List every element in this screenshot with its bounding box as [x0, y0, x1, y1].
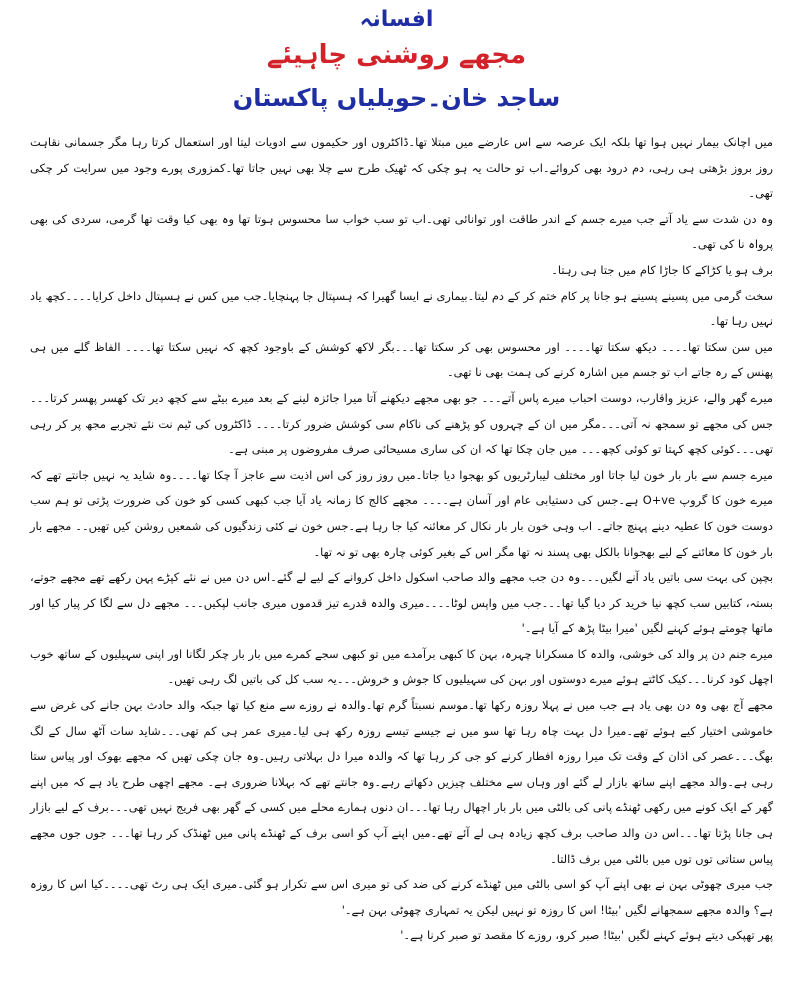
paragraph-8: بچپن کی بہت سی باتیں یاد آنے لگیں۔۔۔وہ دن جب مجھے والد صاحب اسکول داخل کروانے کے لیے لے گئے۔اس دن میں نے نئے کپڑے پہن رکھے تھے مجھے جوتے، بستہ، کتابیں سب کچھ نیا خرید کر دیا گیا تھا۔۔۔جب میں واپس لوٹا۔۔۔۔میری والدہ قدرے تیز قدموں میری جانب لپکیں۔۔۔ مجھے دل سے لگا کر پیار کیا اور ماتھا چومتے ہوئے کہنے لگیں 'میرا بیٹا پڑھ کے آیا ہے۔'	[30, 570, 773, 636]
header	[0, 6, 793, 114]
paragraph-1: میں اچانک بیمار نہیں ہوا تھا بلکہ ایک عرصہ سے اس عارضے میں مبتلا تھا۔ڈاکٹروں اور حکیموں سے ادویات لیتا اور استعمال کرتا رہا مگر جسمانی نقاہت روز بروز بڑھتی ہی رہی، دم درود بھی کروائے۔اب تو حالت یہ ہو چکی کہ ٹھیک طرح سے چلا بھی نہیں جاتا تھا۔کمزوری پورے وجود میں سرایت کر چکی تھی۔	[30, 135, 773, 201]
story-title: مجھے روشنی چاہیئے	[266, 40, 527, 70]
paragraph-7: میرے جسم سے بار بار خون لیا جاتا اور مختلف لیبارٹریوں کو بھجوا دیا جاتا۔میں روز روز کی اس اذیت سے عاجز آ چکا تھا۔۔۔۔وہ شاید یہ نہیں جانتے تھے کہ میرے خون کا گروپ O+ve ہے۔جس کی دستیابی عام اور آسان ہے۔۔۔۔ مجھے کالج کا زمانہ یاد آیا جب کبھی کسی کو خون کی ضرورت پڑتی تو ہم سب دوست خون کا عطیہ دینے پہنچ جاتے۔ اب وہی خون بار بار نکال کر معائنہ کیا جا رہا ہے۔جس خون نے کئی زندگیوں کی شمعیں روشن کیں تھیں۔۔ مجھے بار بار خون کا معائنے کے لیے بھجوانا بالکل بھی پسند نہ تھا مگر اس کے بغیر کوئی چارہ بھی تو نہ تھا۔	[30, 467, 773, 559]
paragraph-10: مجھے آج بھی وہ دن بھی یاد ہے جب میں نے پہلا روزہ رکھا تھا۔موسم نسبتاً گرم تھا۔والدہ نے روزے سے منع کیا تھا جبکہ والد حادث بہن جانے کی غرض سے خاموشی اختیار کیے ہوئے تھے۔میرا دل بہت چاہ رہا تھا سو میں نے جیسے تیسے روزہ رکھ ہی لیا۔میری عمر ہی کم تھی۔۔۔شاید سات آٹھ سال کے لگ بھگ۔۔۔عصر کی اذان کے وقت تک میرا روزہ افطار کرنے کو جی کر رہا تھا کہ والدہ میرا دل بہلاتی رہیں۔وہ جان چکی تھیں کہ مجھے بھوک اور پیاس ستا رہی ہے۔والد مجھے اپنے ساتھ بازار لے گئے اور وہاں سے مختلف چیزیں دکھاتے رہے۔وہ جانتے تھے کہ بہلانا ضروری ہے۔ مجھے اچھی طرح یاد ہے کہ میں اپنے گھر کے ایک کونے میں رکھی ٹھنڈے پانی کی بالٹی میں بار بار اچھال رہا تھا۔۔۔ان دنوں ہمارے محلے میں کسی کے گھر بھی فریج نہیں تھی۔۔۔برف کے لیے بازار ہی جانا پڑتا تھا۔۔۔اس دن والد صاحب برف کچھ زیادہ ہی لے آئے تھے۔میں اپنے آپ کو اسی برف کے ٹھنڈے پانی میں ٹھنڈک کر رہا تھا۔۔۔ جوں جوں مجھے پیاس ستاتی توں توں میں بالٹی میں برف ڈالتا۔	[30, 698, 773, 866]
genre-label: افسانہ	[359, 7, 434, 32]
paragraph-4: سخت گرمی میں پسینے پسینے ہو جانا پر کام ختم کر کے دم لیتا۔بیماری نے ایسا گھیرا کہ ہسپتال جا پہنچایا۔جب میں کس نے ہسپتال داخل کرایا۔۔۔۔کچھ یاد نہیں رہا تھا۔	[30, 288, 773, 329]
story-body	[30, 130, 773, 949]
paragraph-6: میرے گھر والے، عزیز واقارب، دوست احباب میرے پاس آتے۔۔۔ جو بھی مجھے دیکھنے آتا میرا جائزہ لینے کے بعد میرے بیٹے سے کچھ دیر تک کھسر پھسر کرتا۔۔۔ جس کی مجھے تو سمجھ نہ آتی۔۔۔مگر میں ان کے چہروں کو پڑھنے کی ناکام سی کوشش ضرور کرتا۔۔۔۔ ڈاکٹروں کی ٹیم نت نئے تجربے مجھ پر کر رہی تھی۔۔۔کوئی کچھ کہتا تو کوئی کچھ۔۔۔ میں جان چکا تھا کہ ان کی ساری مسیحائی صرف مفروضوں پر مبنی ہے۔	[30, 390, 773, 457]
paragraph-2: وہ دن شدت سے یاد آتے جب میرے جسم کے اندر طاقت اور توانائی تھی۔اب تو سب خواب سا محسوس ہوتا تھا وہ بھی کیا وقت تھا گرمی، سردی کی بھی پرواہ نا کی تھی۔	[30, 211, 773, 252]
paragraph-5: میں سن سکتا تھا۔۔۔۔ دیکھ سکتا تھا۔۔۔۔ اور محسوس بھی کر سکتا تھا۔۔۔بگر لاکھ کوشش کے باوجود کچھ کہ نہیں سکتا تھا۔۔۔۔ الفاظ گلے میں ہی پھنس کے رہ جاتے اب تو جسم میں اشارہ کرنے کی ہمت بھی نا تھی۔	[30, 339, 773, 380]
paragraph-3: برف ہو یا کڑاکے کا جاڑا کام میں جتا ہی رہتا۔	[551, 262, 773, 277]
author-line: ساجد خان۔حویلیاں پاکستان	[232, 84, 561, 112]
paragraph-12: پھر تھپکی دیتے ہوئے کہنے لگیں 'بیٹا! صبر کرو، روزے کا مقصد تو صبر کرنا ہے۔'	[400, 928, 773, 943]
paragraph-11: جب میری چھوٹی بہن نے بھی اپنے آپ کو اسی بالٹی میں ٹھنڈے کرنے کی ضد کی تو میری اس سے تکرار ہو گئی۔میری ایک ہی رٹ تھی۔۔۔۔کیا اس کا روزہ ہے؟ والدہ مجھے سمجھانے لگیں 'بیٹا! اس کا روزہ تو نہیں لیکن یہ تمہاری چھوٹی بہن ہے۔'	[30, 877, 773, 917]
paragraph-9: میرے جنم دن پر والد کی خوشی، والدہ کا مسکرانا چہرہ، بہن کا کبھی برآمدے میں تو کبھی سجے کمرے میں بار بار چکر لگانا اور اپنی سہیلیوں کے ساتھ خوب اچھل کود کرنا۔۔۔کیک کاٹتے ہوئے میرے دوستوں اور بہن کی سہیلیوں کا جوش و خروش۔۔۔یہ سب کل کی باتیں لگ رہی تھیں۔	[30, 646, 773, 687]
